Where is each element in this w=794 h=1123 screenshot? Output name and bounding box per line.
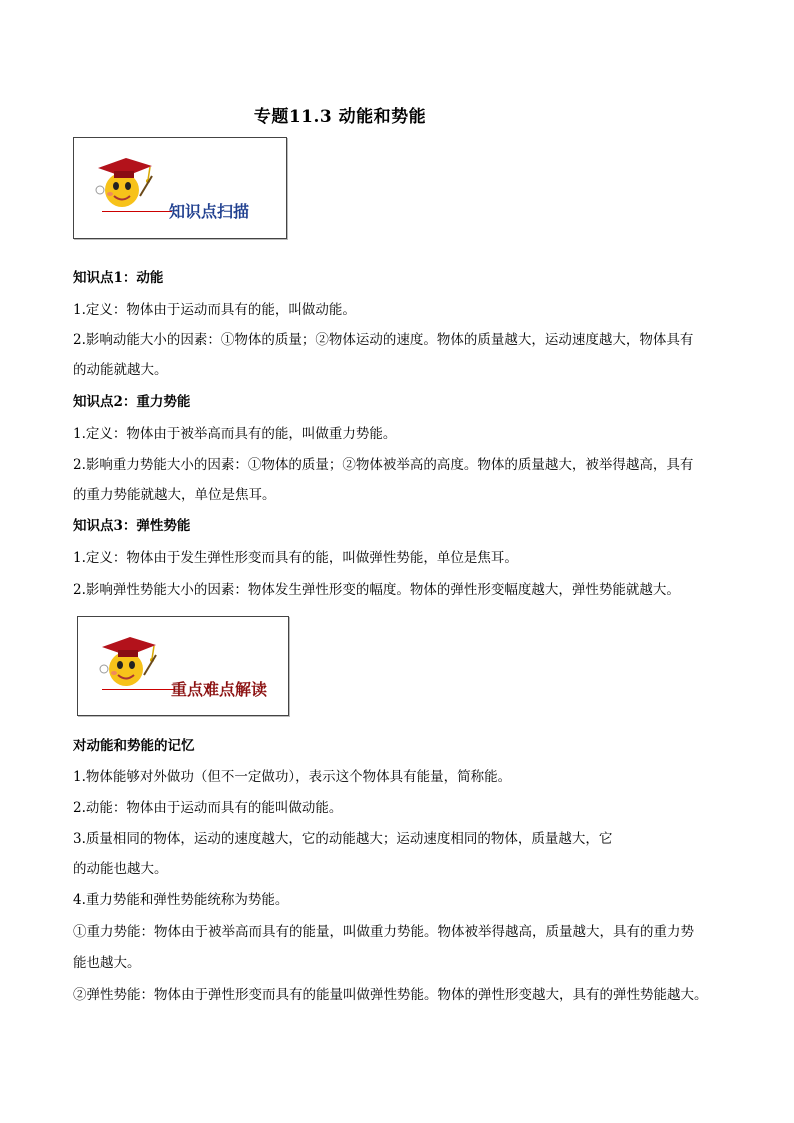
paragraph-line: 2.影响弹性势能大小的因素：物体发生弹性形变的幅度。物体的弹性形变幅度越大，弹性势能就越大。	[73, 582, 680, 598]
section-heading: 知识点1：动能	[73, 270, 164, 286]
paragraph-line: 的动能也越大。	[73, 861, 168, 877]
banner-rule	[102, 211, 172, 212]
paragraph-line: 1.定义：物体由于发生弹性形变而具有的能，叫做弹性势能，单位是焦耳。	[73, 550, 518, 566]
paragraph-line: 2.影响动能大小的因素：①物体的质量；②物体运动的速度。物体的质量越大，运动速度越大，物体具有	[73, 332, 694, 348]
section-heading: 知识点2：重力势能	[73, 394, 191, 410]
paragraph-line: 3.质量相同的物体，运动的速度越大，它的动能越大；运动速度相同的物体，质量越大，它	[73, 831, 613, 847]
banner-label: 重点难点解读	[171, 680, 268, 699]
banner-rule	[102, 689, 174, 690]
paragraph-line: 1.定义：物体由于被举高而具有的能，叫做重力势能。	[73, 426, 397, 442]
paragraph-line: 能也越大。	[73, 955, 141, 971]
mascot-graduation-cap-icon	[96, 625, 160, 691]
key-points-banner	[77, 616, 289, 716]
paragraph-line: 的重力势能就越大，单位是焦耳。	[73, 487, 276, 503]
paragraph-line: 1.物体能够对外做功（但不一定做功），表示这个物体具有能量，简称能。	[73, 769, 512, 785]
paragraph-line: 2.动能：物体由于运动而具有的能叫做动能。	[73, 800, 343, 816]
page-title: 专题11.3 动能和势能	[253, 107, 427, 127]
paragraph-line: ②弹性势能：物体由于弹性形变而具有的能量叫做弹性势能。物体的弹性形变越大，具有的弹性势能越大。	[73, 987, 708, 1003]
banner-label: 知识点扫描	[169, 202, 250, 221]
knowledge-scan-banner	[73, 137, 287, 239]
section-heading: 对动能和势能的记忆	[73, 738, 195, 754]
paragraph-line: 4.重力势能和弹性势能统称为势能。	[73, 892, 289, 908]
section-heading: 知识点3：弹性势能	[73, 518, 191, 534]
paragraph-line: 2.影响重力势能大小的因素：①物体的质量；②物体被举高的高度。物体的质量越大，被举得越高，具有	[73, 457, 694, 473]
mascot-graduation-cap-icon	[92, 146, 156, 212]
paragraph-line: 的动能就越大。	[73, 362, 168, 378]
paragraph-line: 1.定义：物体由于运动而具有的能，叫做动能。	[73, 302, 356, 318]
paragraph-line: ①重力势能：物体由于被举高而具有的能量，叫做重力势能。物体被举得越高，质量越大，具有的重力势	[73, 924, 694, 940]
